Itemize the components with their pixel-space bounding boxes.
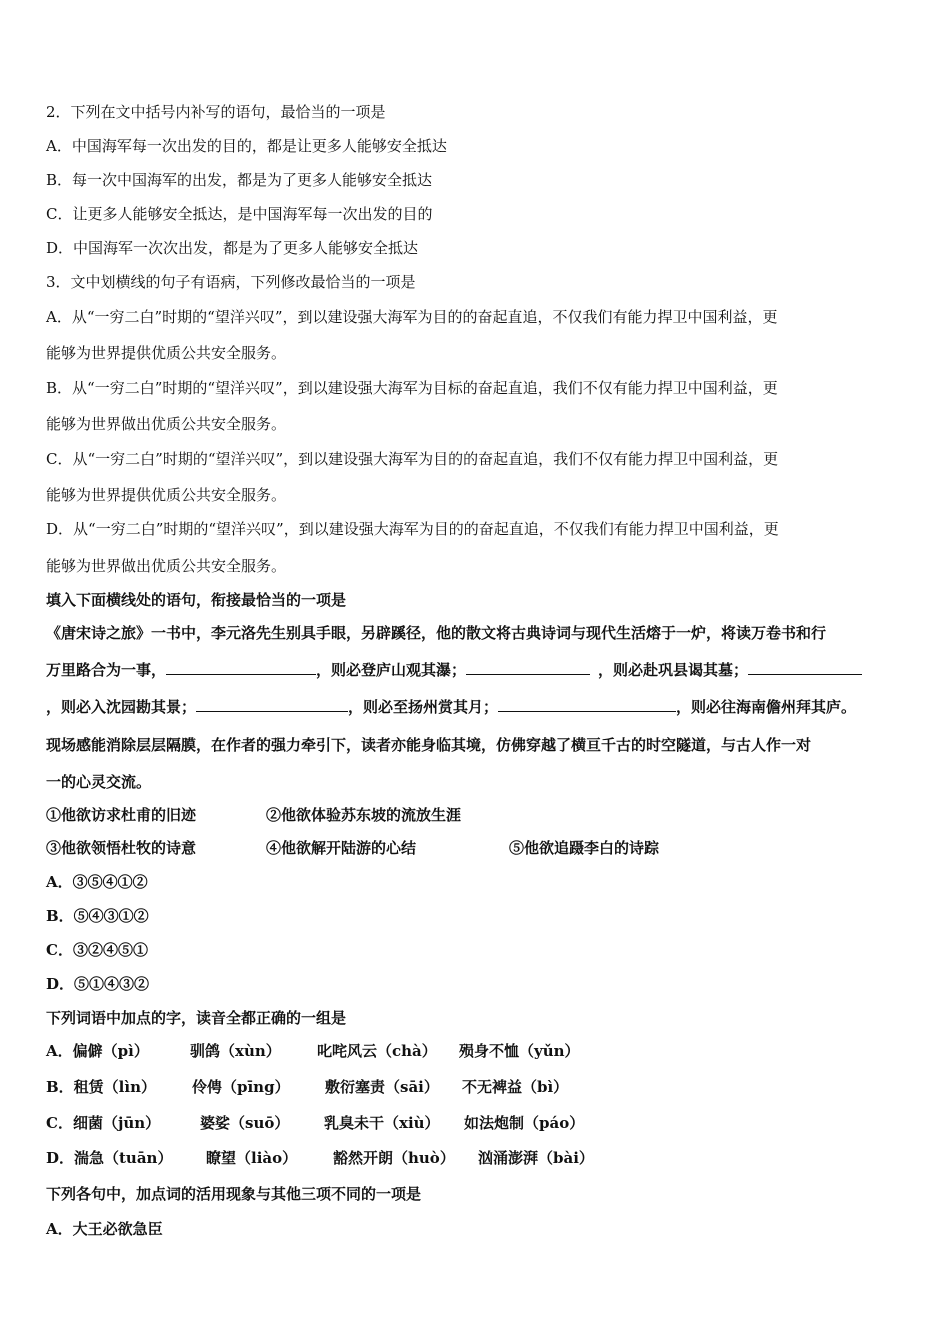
q3-option-a-line2: 能够为世界提供优质公共安全服务。 [46,344,287,362]
q3-option-c-line2: 能够为世界提供优质公共安全服务。 [46,486,287,504]
q4-item-4: ④他欲解开陆游的心结 [266,839,417,857]
q5-d-word2: 瞭望（liào） [206,1149,298,1167]
q5-b-word3: 敷衍塞责（sāi） [325,1078,439,1096]
q2-option-c: C．让更多人能够安全抵达，是中国海军每一次出发的目的 [46,205,433,223]
q4-item-1: ①他欲访求杜甫的旧迹 [46,806,197,824]
q4-blank-3 [748,660,862,675]
q6-option-a: A．大王必欲急臣 [46,1220,163,1238]
q5-option-a [46,1041,580,1061]
q4-stem: 填入下面横线处的语句，衔接最恰当的一项是 [46,591,347,609]
q5-c-word2: 婆娑（suō） [200,1114,290,1132]
q4-items-row1 [46,805,461,825]
q4-items-row2 [46,838,659,858]
q4-passage-line3 [46,697,856,717]
q5-b-word4: 不无裨益（bì） [462,1078,569,1096]
q4-blank-2 [466,660,590,675]
q5-option-b [46,1077,568,1097]
q3-option-a-line1: A．从“一穷二白”时期的“望洋兴叹”，到以建设强大海军为目的的奋起直追，不仅我们有能力捍卫中国利益，更 [46,308,778,326]
q4-option-b: B．⑤④③①② [46,907,149,925]
q3-option-b-line1: B．从“一穷二白”时期的“望洋兴叹”，到以建设强大海军为目标的奋起直追，我们不仅有能力捍卫中国利益，更 [46,379,778,397]
q5-option-d [46,1148,594,1168]
q5-c-word4: 如法炮制（páo） [464,1114,585,1132]
q5-a-word4: 殒身不恤（yǔn） [459,1042,580,1060]
q4-text-2b: ，则必登庐山观其瀑； [316,661,467,679]
q3-option-d-line1: D．从“一穷二白”时期的“望洋兴叹”，到以建设强大海军为目的的奋起直追，不仅我们有能力捍卫中国利益，更 [46,520,779,538]
q5-a-word2: 驯鸽（xùn） [190,1042,281,1060]
q3-option-c-line1: C．从“一穷二白”时期的“望洋兴叹”，到以建设强大海军为目的的奋起直追，我们不仅有能力捍卫中国利益，更 [46,450,779,468]
q4-passage-line2 [46,660,862,680]
q5-option-c [46,1113,584,1133]
q5-d-word3: 豁然开朗（huò） [333,1149,455,1167]
q5-a-word1: A．偏僻（pì） [46,1042,149,1060]
q5-b-word1: B．租赁（lìn） [46,1078,156,1096]
q3-option-b-line2: 能够为世界做出优质公共安全服务。 [46,415,287,433]
q4-option-d: D．⑤①④③② [46,975,150,993]
q5-stem: 下列词语中加点的字，读音全都正确的一组是 [46,1009,347,1027]
q4-text-2a: 万里路合为一事， [46,661,167,679]
q6-stem: 下列各句中，加点词的活用现象与其他三项不同的一项是 [46,1185,422,1203]
q3-option-d-line2: 能够为世界做出优质公共安全服务。 [46,557,287,575]
q2-option-d: D．中国海军一次次出发，都是为了更多人能够安全抵达 [46,239,419,257]
q4-text-3a: ，则必入沈园勘其景； [46,698,197,716]
q4-passage-line5: 一的心灵交流。 [46,773,152,791]
q4-option-a: A．③⑤④①② [46,873,148,891]
q5-b-word2: 伶俜（pīng） [192,1078,290,1096]
q2-option-b: B．每一次中国海军的出发，都是为了更多人能够安全抵达 [46,171,433,189]
q4-passage-line1: 《唐宋诗之旅》一书中，李元洛先生别具手眼，另辟蹊径，他的散文将古典诗词与现代生活熔于一炉，将读万卷书和行 [46,624,827,642]
q4-option-c: C．③②④⑤① [46,941,148,959]
q3-stem: 3．文中划横线的句子有语病，下列修改最恰当的一项是 [46,273,416,291]
q4-blank-4 [196,697,348,712]
q5-c-word1: C．细菌（jūn） [46,1114,161,1132]
q2-stem: 2．下列在文中括号内补写的语句，最恰当的一项是 [46,103,386,121]
q4-text-3c: ，则必往海南儋州拜其庐。 [676,698,857,716]
q2-option-a: A．中国海军每一次出发的目的，都是让更多人能够安全抵达 [46,137,447,155]
q4-text-3b: ，则必至扬州赏其月； [348,698,499,716]
q4-item-2: ②他欲体验苏东坡的流放生涯 [266,806,462,824]
q5-a-word3: 叱咤风云（chà） [317,1042,437,1060]
q4-item-5: ⑤他欲追蹑李白的诗踪 [509,839,660,857]
q4-passage-line4: 现场感能消除层层隔膜，在作者的强力牵引下，读者亦能身临其境，仿佛穿越了横亘千古的时空隧道，与古人作一对 [46,736,812,754]
q4-text-2c: ，则必赴巩县谒其墓； [598,661,749,679]
q4-blank-5 [498,697,676,712]
q5-c-word3: 乳臭未干（xiù） [324,1114,440,1132]
q4-blank-1 [166,660,316,675]
q4-item-3: ③他欲领悟杜牧的诗意 [46,839,197,857]
q5-d-word1: D．湍急（tuān） [46,1149,173,1167]
q5-d-word4: 汹涌澎湃（bài） [478,1149,594,1167]
